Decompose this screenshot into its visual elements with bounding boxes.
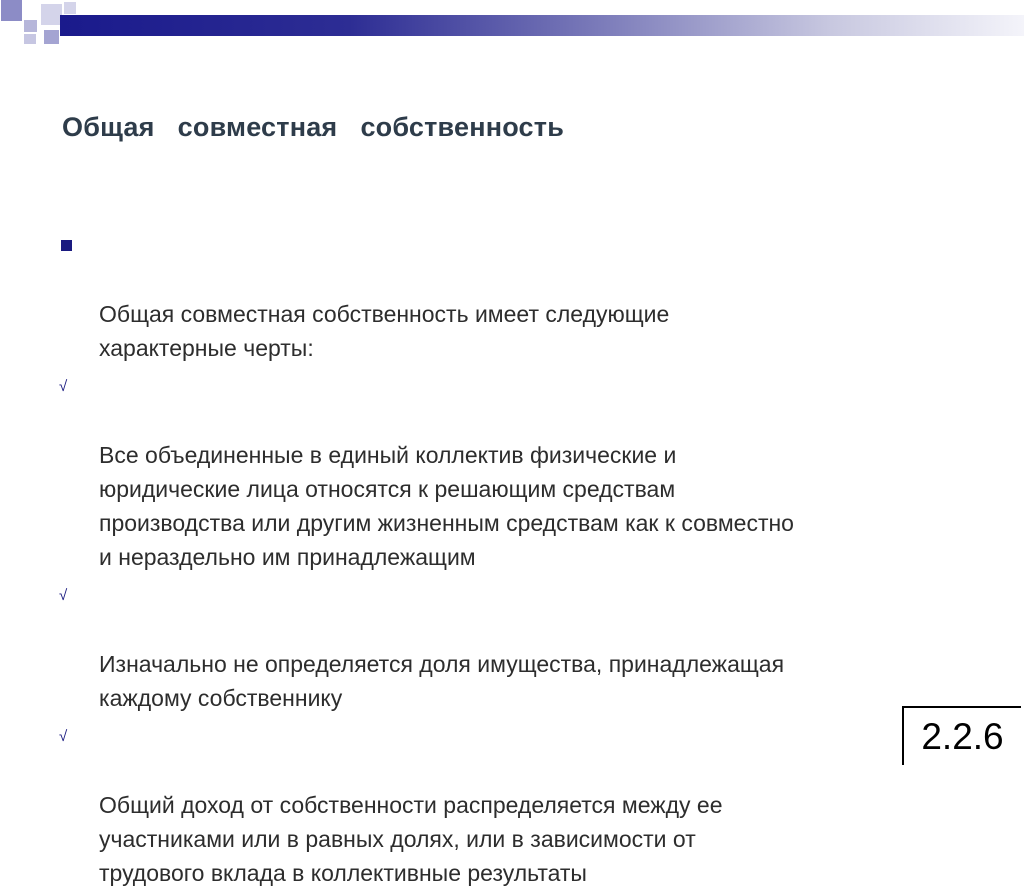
decorative-square <box>41 4 62 25</box>
list-item <box>58 579 978 715</box>
list-item <box>58 370 978 574</box>
decorative-square <box>44 30 59 44</box>
list-item-text: Все объединенные в единый коллектив физические и юридические лица относятся к решающим средствам производства или другим жизненным средствам как к совместно и нераздельно им принадлежащим <box>99 442 794 570</box>
check-bullet-icon: √ <box>59 378 68 395</box>
list-item <box>58 229 978 365</box>
decorative-square <box>24 34 36 44</box>
bullet-list <box>58 229 978 895</box>
list-item-text: Общий доход от собственности распределяется между ее участниками или в равных долях, или в зависимости от трудового вклада в коллективные результаты <box>99 792 723 886</box>
square-bullet-icon <box>58 229 88 263</box>
header-gradient-band <box>60 15 1024 36</box>
decorative-square <box>64 2 76 14</box>
check-bullet-icon: √ <box>59 728 68 745</box>
list-item <box>58 720 978 890</box>
check-bullet-icon: √ <box>59 587 68 604</box>
list-item-text: Изначально не определяется доля имущества, принадлежащая каждому собственнику <box>99 651 785 711</box>
slide-title: Общая совместная собственность <box>62 112 564 142</box>
decorative-square <box>1 0 22 21</box>
list-item-text: Общая совместная собственность имеет следующие характерные черты: <box>99 301 670 361</box>
slide-number: 2.2.6 <box>902 706 1021 765</box>
decorative-square <box>24 20 37 32</box>
